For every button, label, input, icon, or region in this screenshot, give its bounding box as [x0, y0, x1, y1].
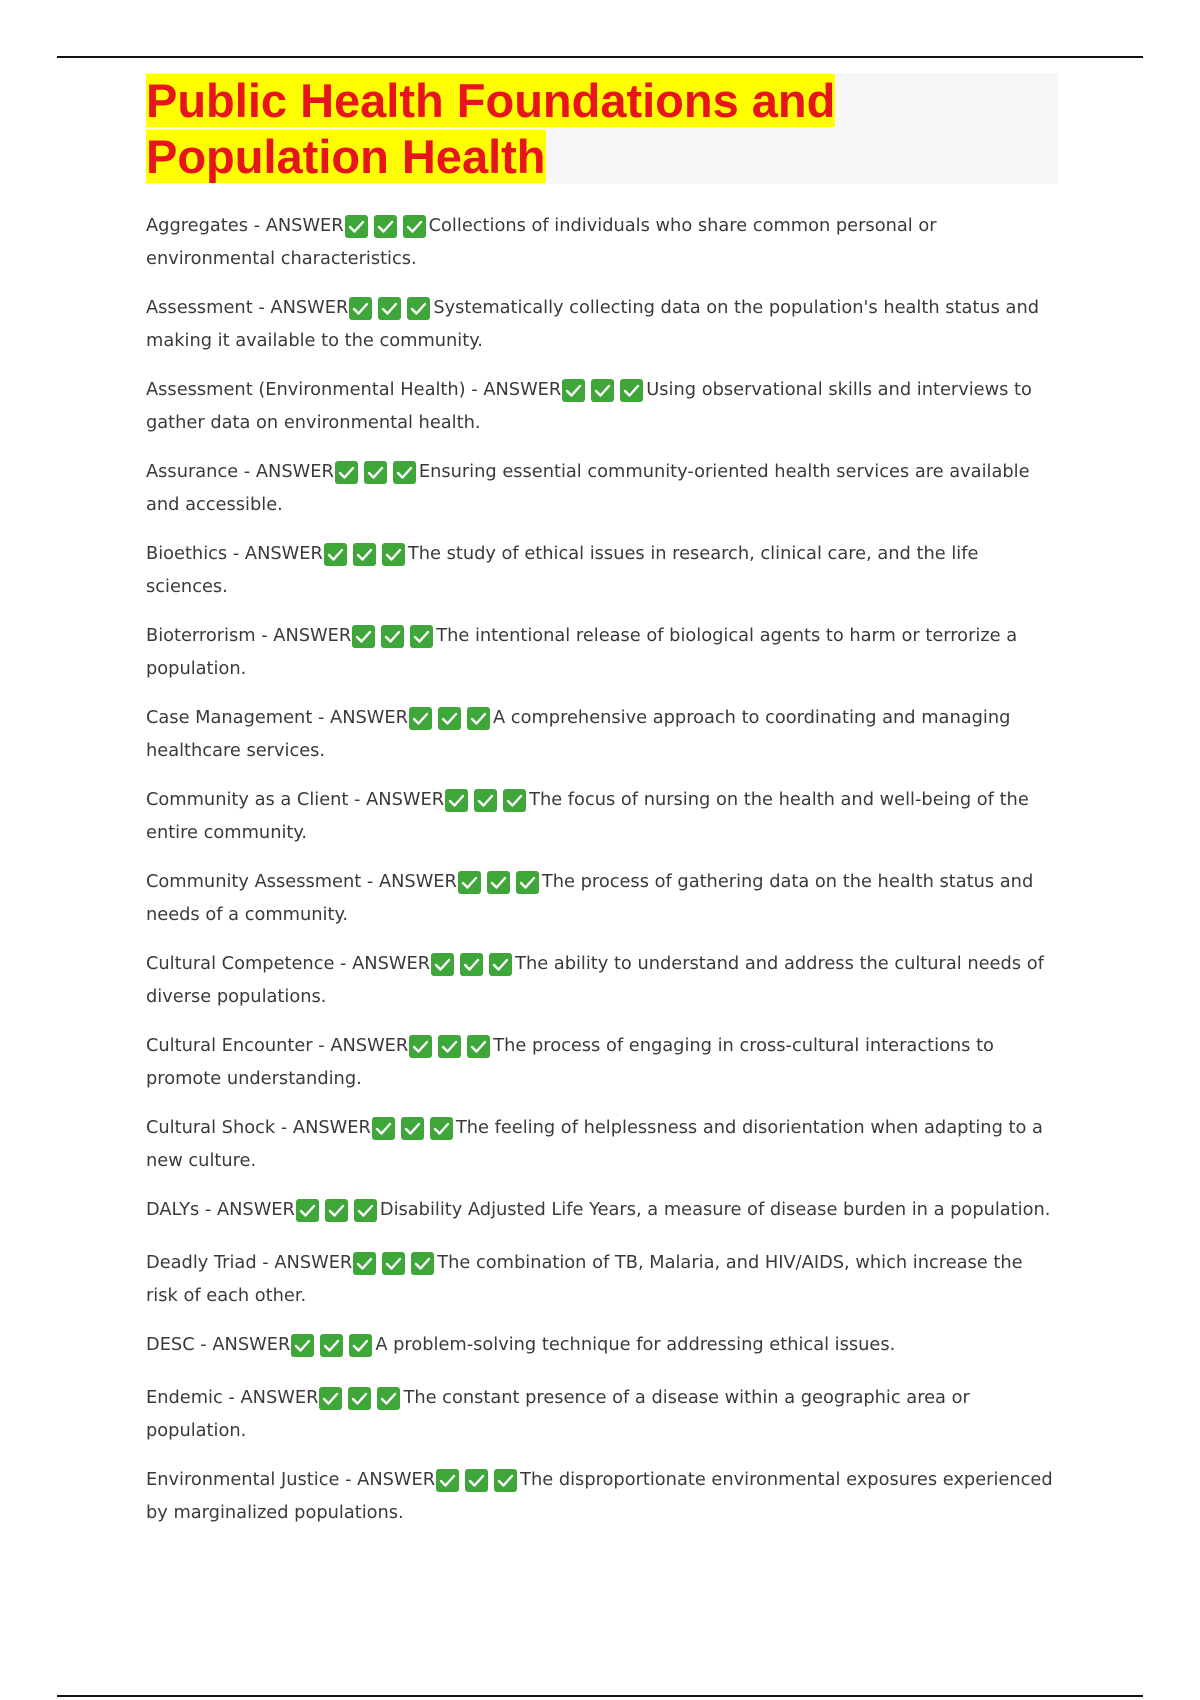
- glossary-entry: [146, 1031, 1058, 1093]
- document-title: [146, 73, 1058, 185]
- entry-definition: Collections of individuals who share common personal or environmental characteristics.: [146, 215, 937, 269]
- checkmark-group: [345, 215, 428, 244]
- entry-separator: -: [238, 461, 256, 482]
- bottom-page-rule: [57, 1695, 1143, 1697]
- entry-definition: The constant presence of a disease within a geographic area or population.: [146, 1387, 970, 1441]
- green-checkmark-icon: [348, 1387, 371, 1410]
- green-checkmark-icon: [374, 215, 397, 238]
- green-checkmark-icon: [382, 1252, 405, 1275]
- green-checkmark-icon: [445, 789, 468, 812]
- entry-term: Assessment (Environmental Health): [146, 379, 466, 400]
- checkmark-group: [458, 871, 541, 900]
- document-body: [146, 73, 1058, 1547]
- checkmark-group: [562, 379, 645, 408]
- glossary-entry: [146, 949, 1058, 1011]
- green-checkmark-icon: [401, 1117, 424, 1140]
- green-checkmark-icon: [467, 707, 490, 730]
- entry-separator: -: [334, 953, 353, 974]
- glossary-entry: [146, 1465, 1058, 1527]
- green-checkmark-icon: [436, 1469, 459, 1492]
- green-checkmark-icon: [591, 379, 614, 402]
- green-checkmark-icon: [430, 1117, 453, 1140]
- entry-separator: -: [275, 1117, 293, 1138]
- entry-separator: -: [252, 297, 271, 318]
- checkmark-group: [409, 1035, 492, 1064]
- answer-label: ANSWER: [244, 543, 323, 564]
- glossary-entry: [146, 785, 1058, 847]
- green-checkmark-icon: [364, 461, 387, 484]
- glossary-entry: [146, 211, 1058, 273]
- entry-separator: -: [194, 1334, 213, 1355]
- entry-term: Bioterrorism: [146, 625, 256, 646]
- answer-label: ANSWER: [255, 461, 334, 482]
- answer-label: ANSWER: [352, 953, 431, 974]
- entry-definition: A comprehensive approach to coordinating and managing healthcare services.: [146, 707, 1011, 761]
- entry-term: Assessment: [146, 297, 253, 318]
- title-line-2: Population Health: [146, 130, 546, 183]
- entry-definition: Ensuring essential community-oriented health services are available and accessible.: [146, 461, 1030, 515]
- green-checkmark-icon: [409, 707, 432, 730]
- green-checkmark-icon: [324, 543, 347, 566]
- entry-term: Case Management: [146, 707, 313, 728]
- entry-definition: The intentional release of biological agents to harm or terrorize a population.: [146, 625, 1018, 679]
- glossary-entry: [146, 457, 1058, 519]
- green-checkmark-icon: [465, 1469, 488, 1492]
- green-checkmark-icon: [296, 1199, 319, 1222]
- green-checkmark-icon: [431, 953, 454, 976]
- entry-separator: -: [256, 1252, 275, 1273]
- entry-term: Community as a Client: [146, 789, 349, 810]
- checkmark-group: [353, 1252, 436, 1281]
- answer-label: ANSWER: [265, 215, 344, 236]
- entry-separator: -: [247, 215, 266, 236]
- glossary-list: [146, 211, 1058, 1527]
- checkmark-group: [409, 707, 492, 736]
- answer-label: ANSWER: [292, 1117, 371, 1138]
- green-checkmark-icon: [381, 625, 404, 648]
- green-checkmark-icon: [409, 1035, 432, 1058]
- entry-separator: -: [312, 707, 331, 728]
- entry-term: DESC: [146, 1334, 195, 1355]
- title-block: [146, 73, 1058, 184]
- entry-term: Aggregates: [146, 215, 248, 236]
- checkmark-group: [372, 1117, 455, 1146]
- checkmark-group: [324, 543, 407, 572]
- glossary-entry: [146, 621, 1058, 683]
- entry-separator: -: [339, 1469, 358, 1490]
- checkmark-group: [319, 1387, 402, 1416]
- green-checkmark-icon: [438, 707, 461, 730]
- checkmark-group: [445, 789, 528, 818]
- green-checkmark-icon: [345, 215, 368, 238]
- green-checkmark-icon: [458, 871, 481, 894]
- green-checkmark-icon: [349, 297, 372, 320]
- green-checkmark-icon: [438, 1035, 461, 1058]
- checkmark-group: [335, 461, 418, 490]
- checkmark-group: [436, 1469, 519, 1498]
- green-checkmark-icon: [410, 625, 433, 648]
- green-checkmark-icon: [407, 297, 430, 320]
- entry-definition: The feeling of helplessness and disorientation when adapting to a new culture.: [146, 1117, 1043, 1171]
- green-checkmark-icon: [382, 543, 405, 566]
- top-page-rule: [57, 56, 1143, 58]
- green-checkmark-icon: [320, 1334, 343, 1357]
- entry-term: Deadly Triad: [146, 1252, 257, 1273]
- glossary-entry: [146, 1195, 1058, 1228]
- green-checkmark-icon: [325, 1199, 348, 1222]
- answer-label: ANSWER: [330, 707, 408, 728]
- entry-term: Community Assessment: [146, 871, 362, 892]
- entry-separator: -: [361, 871, 379, 892]
- answer-label: ANSWER: [366, 789, 445, 810]
- green-checkmark-icon: [393, 461, 416, 484]
- entry-term: Endemic: [146, 1387, 223, 1408]
- answer-label: ANSWER: [240, 1387, 319, 1408]
- green-checkmark-icon: [291, 1334, 314, 1357]
- green-checkmark-icon: [467, 1035, 490, 1058]
- entry-term: Cultural Competence: [146, 953, 335, 974]
- answer-label: ANSWER: [270, 297, 349, 318]
- entry-definition: Disability Adjusted Life Years, a measure of disease burden in a population.: [379, 1199, 1051, 1220]
- green-checkmark-icon: [349, 1334, 372, 1357]
- green-checkmark-icon: [353, 543, 376, 566]
- green-checkmark-icon: [353, 1252, 376, 1275]
- green-checkmark-icon: [354, 1199, 377, 1222]
- entry-separator: -: [465, 379, 484, 400]
- checkmark-group: [349, 297, 432, 326]
- glossary-entry: [146, 293, 1058, 355]
- answer-label: ANSWER: [212, 1334, 291, 1355]
- answer-label: ANSWER: [357, 1469, 436, 1490]
- entry-definition: The disproportionate environmental exposures experienced by marginalized populations.: [146, 1469, 1053, 1523]
- entry-separator: -: [227, 543, 245, 564]
- entry-separator: -: [199, 1199, 217, 1220]
- green-checkmark-icon: [487, 871, 510, 894]
- checkmark-group: [431, 953, 514, 982]
- glossary-entry: [146, 375, 1058, 437]
- green-checkmark-icon: [403, 215, 426, 238]
- entry-definition: The ability to understand and address the cultural needs of diverse populations.: [146, 953, 1044, 1007]
- answer-label: ANSWER: [330, 1035, 409, 1056]
- answer-label: ANSWER: [483, 379, 562, 400]
- entry-term: DALYs: [146, 1199, 200, 1220]
- entry-term: Cultural Shock: [146, 1117, 276, 1138]
- entry-definition: Using observational skills and interviews to gather data on environmental health.: [146, 379, 1032, 433]
- entry-definition: The process of engaging in cross-cultural interactions to promote understanding.: [146, 1035, 994, 1089]
- green-checkmark-icon: [460, 953, 483, 976]
- glossary-entry: [146, 1330, 1058, 1363]
- checkmark-group: [291, 1334, 374, 1363]
- entry-term: Environmental Justice: [146, 1469, 340, 1490]
- green-checkmark-icon: [378, 297, 401, 320]
- title-line-1: Public Health Foundations and: [146, 74, 836, 127]
- entry-term: Assurance: [146, 461, 239, 482]
- checkmark-group: [296, 1199, 379, 1228]
- green-checkmark-icon: [503, 789, 526, 812]
- entry-definition: The combination of TB, Malaria, and HIV/AIDS, which increase the risk of each other.: [146, 1252, 1023, 1306]
- glossary-entry: [146, 703, 1058, 765]
- answer-label: ANSWER: [274, 1252, 353, 1273]
- green-checkmark-icon: [562, 379, 585, 402]
- answer-label: ANSWER: [273, 625, 352, 646]
- entry-separator: -: [222, 1387, 241, 1408]
- checkmark-group: [352, 625, 435, 654]
- green-checkmark-icon: [489, 953, 512, 976]
- green-checkmark-icon: [319, 1387, 342, 1410]
- green-checkmark-icon: [474, 789, 497, 812]
- entry-definition: The focus of nursing on the health and well-being of the entire community.: [146, 789, 1029, 843]
- entry-separator: -: [348, 789, 367, 810]
- entry-definition: Systematically collecting data on the population's health status and making it available to the community.: [146, 297, 1040, 351]
- glossary-entry: [146, 867, 1058, 929]
- green-checkmark-icon: [620, 379, 643, 402]
- entry-definition: A problem-solving technique for addressing ethical issues.: [375, 1334, 896, 1355]
- answer-label: ANSWER: [378, 871, 457, 892]
- green-checkmark-icon: [352, 625, 375, 648]
- entry-separator: -: [255, 625, 274, 646]
- green-checkmark-icon: [335, 461, 358, 484]
- entry-definition: The study of ethical issues in research, clinical care, and the life sciences.: [146, 543, 979, 597]
- glossary-entry: [146, 539, 1058, 601]
- green-checkmark-icon: [411, 1252, 434, 1275]
- glossary-entry: [146, 1248, 1058, 1310]
- entry-separator: -: [312, 1035, 331, 1056]
- answer-label: ANSWER: [216, 1199, 295, 1220]
- entry-definition: The process of gathering data on the health status and needs of a community.: [146, 871, 1034, 925]
- entry-term: Bioethics: [146, 543, 228, 564]
- green-checkmark-icon: [377, 1387, 400, 1410]
- glossary-entry: [146, 1113, 1058, 1175]
- green-checkmark-icon: [516, 871, 539, 894]
- green-checkmark-icon: [494, 1469, 517, 1492]
- entry-term: Cultural Encounter: [146, 1035, 313, 1056]
- green-checkmark-icon: [372, 1117, 395, 1140]
- glossary-entry: [146, 1383, 1058, 1445]
